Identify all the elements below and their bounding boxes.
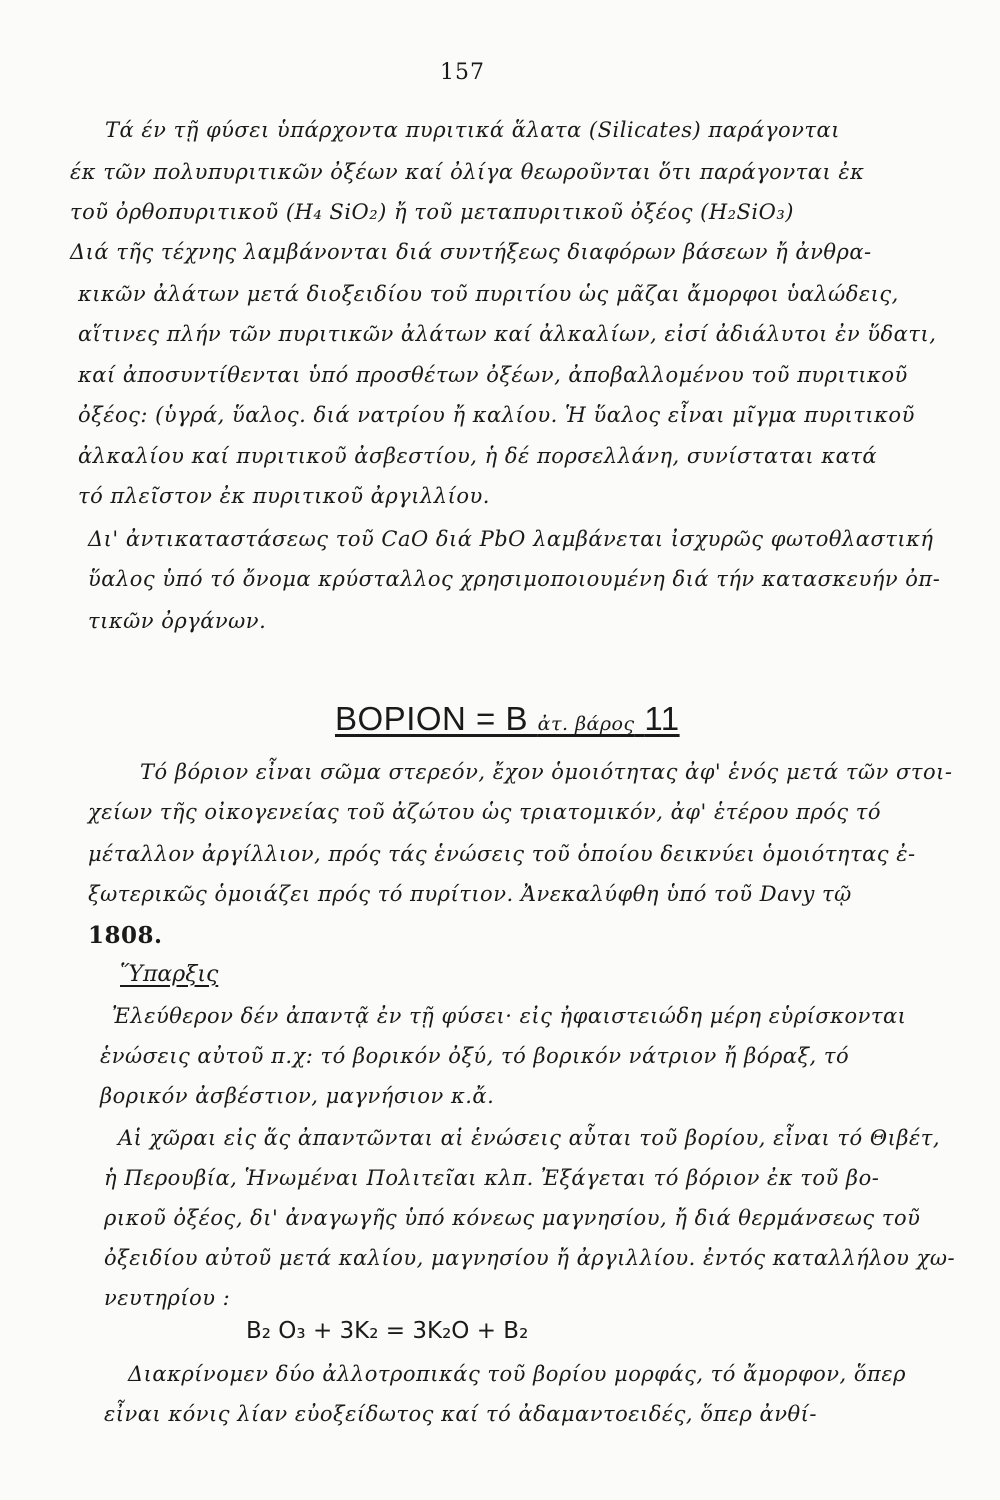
text-line: ὀξειδίου αὐτοῦ μετά καλίου, μαγνησίου ἤ ἀργιλλίου. ἐντός καταλλήλου χω- xyxy=(104,1246,956,1270)
text-line: βορικόν ἀσβέστιον, μαγνήσιον κ.ἄ. xyxy=(100,1084,495,1108)
text-line: ρικοῦ ὀξέος, δι' ἀναγωγῆς ὑπό κόνεως μαγνησίου, ἤ διά θερμάνσεως τοῦ xyxy=(104,1206,921,1230)
text-line: ὀξέος: (ὑγρά, ὕαλος. διά νατρίου ἤ καλίου. Ἡ ὕαλος εἶναι μῖγμα πυριτικοῦ xyxy=(78,403,915,427)
text-line: Διακρίνομεν δύο ἀλλοτροπικάς τοῦ βορίου μορφάς, τό ἄμορφον, ὅπερ xyxy=(128,1362,906,1386)
text-line: εἶναι κόνις λίαν εὐοξείδωτος καί τό ἀδαμαντοειδές, ὅπερ ἀνθί- xyxy=(104,1402,817,1426)
text-line: καί ἀποσυντίθενται ὑπό προσθέτων ὀξέων, ἀποβαλλομένου τοῦ πυριτικοῦ xyxy=(78,363,908,387)
text-line: κικῶν ἀλάτων μετά διοξειδίου τοῦ πυριτίου ὡς μᾶζαι ἄμορφοι ὑαλώδεις, xyxy=(78,282,899,306)
text-line: ἑνώσεις αὐτοῦ π.χ: τό βορικόν ὀξύ, τό βορικόν νάτριον ἤ βόραξ, τό xyxy=(100,1044,850,1068)
text-line: τικῶν ὀργάνων. xyxy=(88,609,267,633)
text-line: χείων τῆς οἰκογενείας τοῦ ἀζώτου ὡς τριατομικόν, ἀφ' ἑτέρου πρός τό xyxy=(88,800,882,824)
chemical-equation: B₂ O₃ + 3K₂ = 3K₂O + B₂ xyxy=(246,1318,529,1344)
text-line: αἵτινες πλήν τῶν πυριτικῶν ἀλάτων καί ἀλκαλίων, εἰσί ἀδιάλυτοι ἐν ὕδατι, xyxy=(78,322,937,346)
text-line: Ἐλεύθερον δέν ἀπαντᾷ ἐν τῇ φύσει· εἰς ἠφαιστειώδη μέρη εὑρίσκονται xyxy=(112,1004,907,1028)
page-number: 157 xyxy=(440,60,485,85)
heading-title: ΒΟΡΙΟΝ = Β xyxy=(335,700,528,737)
text-line: ὕαλος ὑπό τό ὄνομα κρύσταλλος χρησιμοποιουμένη διά τήν κατασκευήν ὀπ- xyxy=(88,567,941,591)
text-line: ἀλκαλίου καί πυριτικοῦ ἀσβεστίου, ἡ δέ πορσελλάνη, συνίσταται κατά xyxy=(78,444,878,468)
text-line: έκ τῶν πολυπυριτικῶν ὀξέων καί ὀλίγα θεωροῦνται ὅτι παράγονται ἐκ xyxy=(70,160,865,184)
atomic-weight-value: 11 xyxy=(644,700,680,737)
text-line: Τά έν τῇ φύσει ὑπάρχοντα πυριτικά ἅλατα (Silicates) παράγονται xyxy=(105,118,840,142)
text-line: νευτηρίου : xyxy=(104,1286,231,1310)
text-line: τό πλεῖστον ἐκ πυριτικοῦ ἀργιλλίου. xyxy=(78,484,490,508)
section-heading xyxy=(335,700,680,738)
text-line: τοῦ ὀρθοπυριτικοῦ (H₄ SiO₂) ἤ τοῦ μεταπυριτικοῦ ὀξέος (H₂SiO₃) xyxy=(70,200,794,224)
text-line: Διά τῆς τέχνης λαμβάνονται διά συντήξεως διαφόρων βάσεων ἤ ἀνθρα- xyxy=(70,240,872,264)
atomic-weight-label: ἀτ. βάρος xyxy=(537,713,635,735)
text-line: Τό βόριον εἶναι σῶμα στερεόν, ἔχον ὁμοιότητας ἀφ' ἑνός μετά τῶν στοι- xyxy=(140,760,953,784)
text-line: Δι' ἀντικαταστάσεως τοῦ CaO διά PbO λαμβάνεται ἰσχυρῶς φωτοθλαστική xyxy=(88,527,934,551)
text-line: ἡ Περουβία, Ἡνωμέναι Πολιτεῖαι κλπ. Ἐξάγεται τό βόριον ἐκ τοῦ βο- xyxy=(104,1166,880,1190)
text-line: Αἱ χῶραι εἰς ἅς ἀπαντῶνται αἱ ἑνώσεις αὗται τοῦ βορίου, εἶναι τό Θιβέτ, xyxy=(118,1126,941,1150)
text-line: μέταλλον ἀργίλλιον, πρός τάς ἑνώσεις τοῦ ὁποίου δεικνύει ὁμοιότητας ἐ- xyxy=(88,842,916,866)
text-line: ξωτερικῶς ὁμοιάζει πρός τό πυρίτιον. Ἀνεκαλύφθη ὑπό τοῦ Davy τῷ xyxy=(88,882,852,906)
text-line-year: 1808. xyxy=(88,922,163,949)
subsection-heading: Ὕπαρξις xyxy=(120,962,219,987)
